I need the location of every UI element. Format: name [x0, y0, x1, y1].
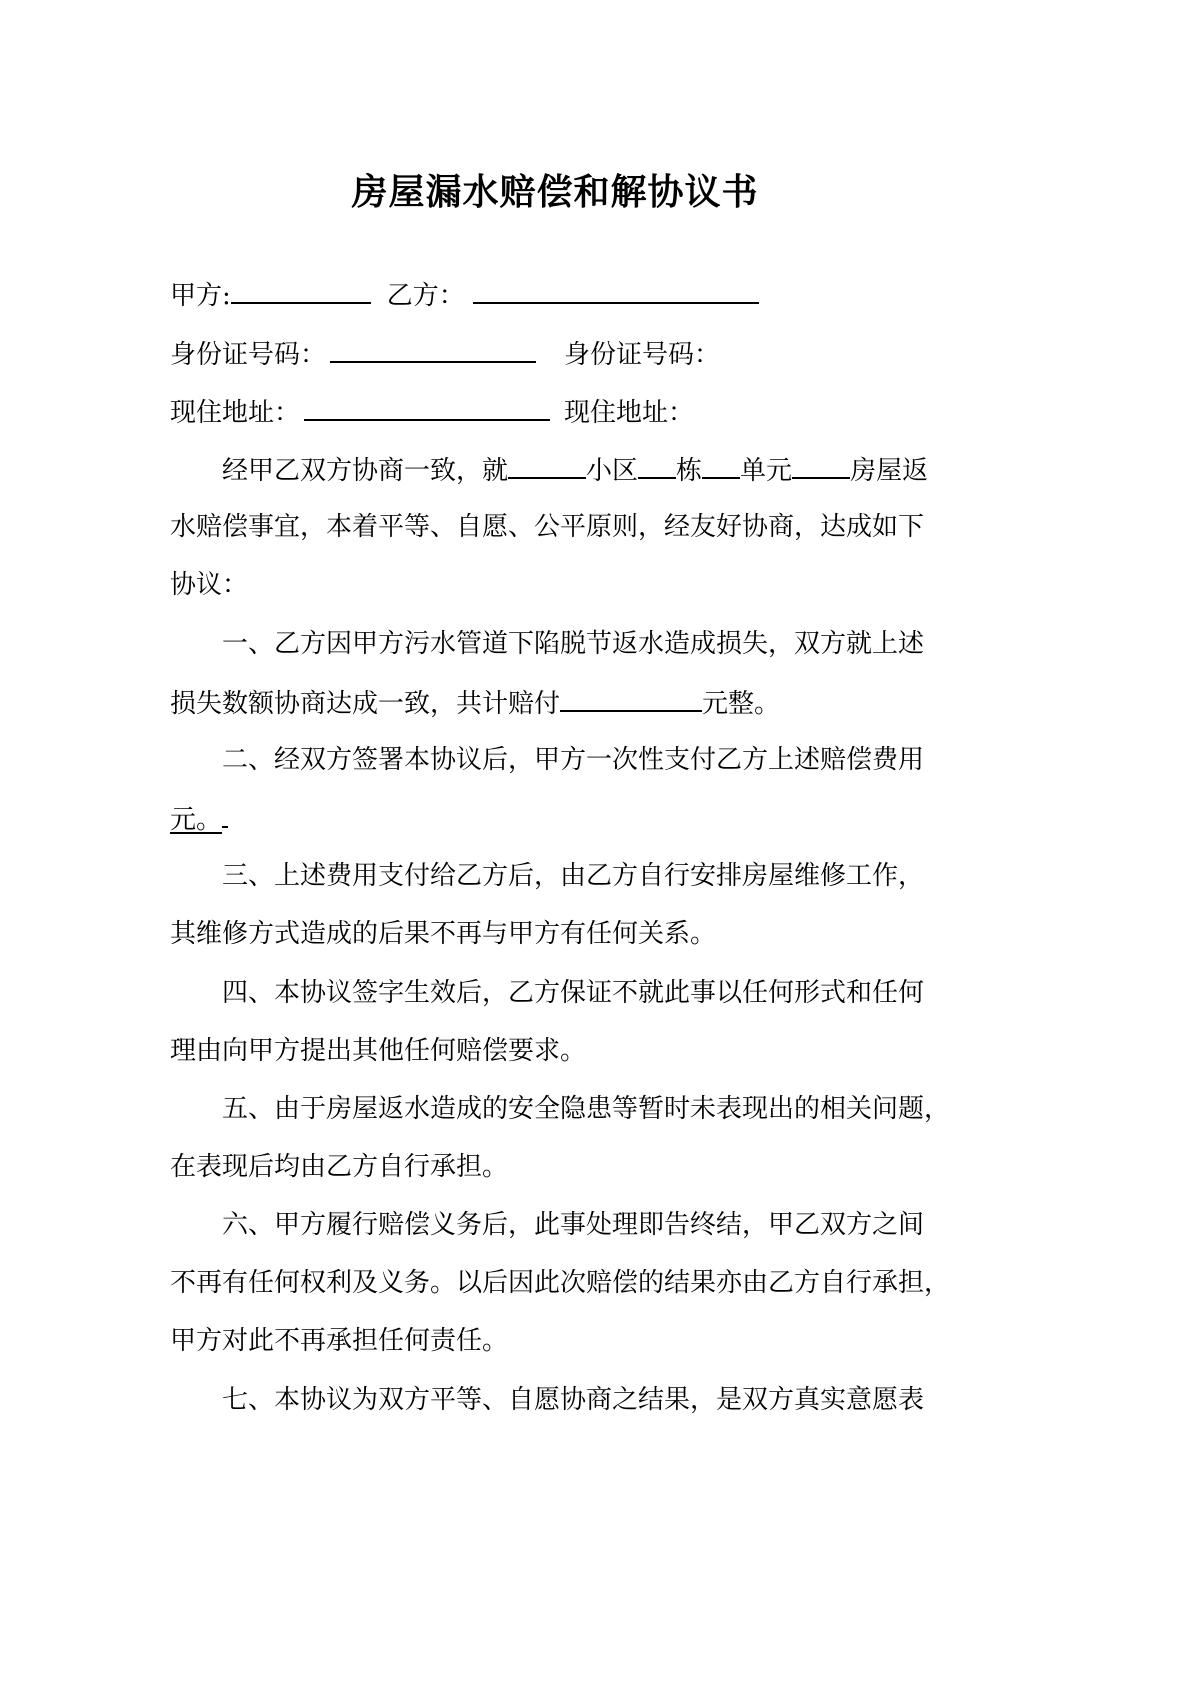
id-line	[170, 335, 720, 373]
addr-a-blank[interactable]	[304, 393, 550, 421]
clause-5-line-2: 在表现后均由乙方自行承担。	[170, 1152, 509, 1182]
id-a-blank[interactable]	[330, 335, 536, 363]
clause-6-line-2: 不再有任何权利及义务。以后因此次赔偿的结果亦由乙方自行承担，	[170, 1268, 951, 1298]
clause-2-line-2	[170, 800, 228, 838]
clause-6-line-1: 六、甲方履行赔偿义务后，此事处理即告终结，甲乙双方之间	[222, 1210, 925, 1240]
id-b-label: 身份证号码：	[564, 340, 721, 370]
intro-text-4: 单元	[740, 456, 793, 486]
clause-2-text: 元。	[170, 805, 223, 835]
clause-3-line-1: 三、上述费用支付给乙方后，由乙方自行安排房屋维修工作，	[222, 861, 925, 891]
clause-5-line-1: 五、由于房屋返水造成的安全隐患等暂时未表现出的相关问题，	[222, 1094, 951, 1124]
clause-4-line-2: 理由向甲方提出其他任何赔偿要求。	[170, 1036, 587, 1066]
compensation-amount-blank[interactable]	[560, 684, 702, 712]
address-line	[170, 393, 694, 431]
building-blank[interactable]	[638, 451, 676, 479]
clause-7-line-1: 七、本协议为双方平等、自愿协商之结果，是双方真实意愿表	[222, 1385, 925, 1415]
intro-text-1: 经甲乙双方协商一致，就	[222, 456, 509, 486]
party-a-blank[interactable]	[231, 276, 371, 304]
intro-line-1	[222, 451, 928, 489]
intro-text-2: 小区	[586, 456, 639, 486]
clause-6-line-3: 甲方对此不再承担任何责任。	[170, 1326, 509, 1356]
room-blank[interactable]	[792, 451, 850, 479]
clause-4-line-1: 四、本协议签字生效后，乙方保证不就此事以任何形式和任何	[222, 978, 925, 1008]
clause-2-line-1: 二、经双方签署本协议后，甲方一次性支付乙方上述赔偿费用	[222, 745, 925, 775]
intro-text-3: 栋	[676, 456, 703, 486]
intro-text-5: 房屋返	[850, 456, 929, 486]
addr-b-label: 现住地址：	[564, 398, 695, 428]
id-a-label: 身份证号码：	[170, 340, 327, 370]
clause-1-line-1: 一、乙方因甲方污水管道下陷脱节返水造成损失，双方就上述	[222, 629, 925, 659]
party-b-label: 乙方：	[386, 281, 465, 311]
party-line	[170, 276, 759, 314]
community-blank[interactable]	[508, 451, 586, 479]
clause-2-underline-tail	[222, 800, 228, 828]
clause-1-text-a: 损失数额协商达成一致，共计赔付	[170, 689, 561, 719]
intro-line-3: 协议：	[170, 570, 249, 600]
clause-1-text-b: 元整。	[702, 689, 781, 719]
intro-line-2: 水赔偿事宜，本着平等、自愿、公平原则，经友好协商，达成如下	[170, 512, 925, 542]
party-a-label: 甲方:	[170, 281, 231, 311]
document-title: 房屋漏水赔偿和解协议书	[351, 171, 759, 213]
clause-3-line-2: 其维修方式造成的后果不再与甲方有任何关系。	[170, 919, 717, 949]
addr-a-label: 现住地址：	[170, 398, 301, 428]
party-b-blank[interactable]	[473, 276, 759, 304]
clause-1-line-2	[170, 684, 780, 722]
unit-blank[interactable]	[702, 451, 740, 479]
